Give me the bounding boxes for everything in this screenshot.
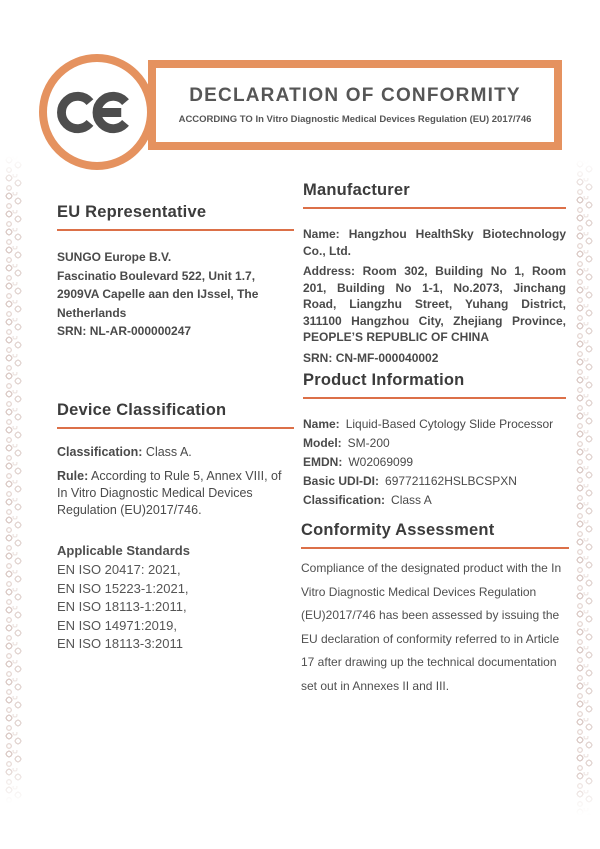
standard-item: EN ISO 15223-1:2021, <box>57 580 189 596</box>
ce-mark-badge <box>39 54 155 170</box>
product-row-model <box>303 434 566 453</box>
product-name-value: Liquid-Based Cytology Slide Processor <box>345 417 554 431</box>
section-applicable-standards <box>57 543 297 654</box>
standard-item: EN ISO 18113-1:2011, <box>57 599 187 615</box>
product-row-basic-udi <box>303 472 566 491</box>
product-classification-value: Class A <box>391 493 432 507</box>
manufacturer-heading: Manufacturer <box>303 181 566 209</box>
section-eu-representative <box>57 203 294 341</box>
product-classification-label: Classification: <box>303 493 386 507</box>
standards-list <box>57 561 297 654</box>
product-udi-label: Basic UDI-DI: <box>303 474 380 488</box>
manufacturer-srn-label: SRN: <box>303 350 333 365</box>
product-row-name <box>303 415 566 434</box>
ornamental-border-right <box>575 160 596 815</box>
product-row-classification <box>303 491 566 510</box>
eu-rep-address-line: Netherlands <box>57 305 127 320</box>
product-name-label: Name: <box>303 417 340 431</box>
section-manufacturer <box>303 181 566 366</box>
eu-rep-srn <box>57 322 294 341</box>
manufacturer-name-label: Name: <box>303 227 340 241</box>
manufacturer-address-label: Address: <box>303 264 356 278</box>
product-row-emdn <box>303 453 566 472</box>
product-udi-value: 697721162HSLBCSPXN <box>385 474 517 488</box>
device-classification-heading: Device Classification <box>57 401 294 429</box>
eu-representative-body <box>57 248 294 341</box>
rule-label: Rule: <box>57 469 89 483</box>
title-banner <box>148 60 562 150</box>
eu-rep-address-line: 2909VA Capelle aan den IJssel, The <box>57 287 259 301</box>
ce-mark-icon <box>55 89 139 136</box>
eu-rep-company: SUNGO Europe B.V. <box>57 250 172 264</box>
applicable-standards-heading: Applicable Standards <box>57 543 190 558</box>
standard-item: EN ISO 20417: 2021, <box>57 562 181 577</box>
manufacturer-name <box>303 226 566 259</box>
product-model-label: Model: <box>303 436 342 450</box>
standard-item: EN ISO 14971:2019, <box>57 617 177 633</box>
standard-item: EN ISO 18113-3:2011 <box>57 636 183 652</box>
document-title: DECLARATION OF CONFORMITY <box>189 85 521 106</box>
eu-rep-address-line: Fascinatio Boulevard 522, Unit 1.7, <box>57 268 256 283</box>
manufacturer-address-value: Room 302, Building No 1, Room 201, Building No 1-1, No.2073, Jinchang Road, Liangzhu Street, Yuhang District, 311100 Hangzhou City, Zhejiang Province, PEOPLE’S REPUBLIC OF CHINA <box>303 264 566 344</box>
product-information-body <box>303 415 566 510</box>
manufacturer-name-value: Hangzhou HealthSky Biotechnology Co., Ltd. <box>303 227 567 258</box>
product-information-heading: Product Information <box>303 371 566 399</box>
section-device-classification <box>57 401 294 526</box>
product-model-value: SM-200 <box>347 436 390 450</box>
rule-line <box>57 468 294 519</box>
eu-rep-srn-label: SRN: <box>57 324 87 338</box>
manufacturer-address <box>303 263 566 346</box>
section-product-information <box>303 371 566 510</box>
classification-value: Class A. <box>145 445 192 459</box>
eu-representative-heading: EU Representative <box>57 203 294 231</box>
ornamental-border-left <box>4 156 25 804</box>
conformity-assessment-heading: Conformity Assessment <box>301 521 569 549</box>
classification-line <box>57 444 294 461</box>
rule-value: According to Rule 5, Annex VIII, of In Vitro Diagnostic Medical Devices Regulation (EU)2017/746. <box>57 469 282 517</box>
section-conformity-assessment <box>301 521 569 699</box>
manufacturer-body <box>303 226 566 366</box>
device-classification-body <box>57 444 294 519</box>
manufacturer-srn-value: CN-MF-000040002 <box>335 350 439 365</box>
conformity-assessment-paragraph: Compliance of the designated product with the In Vitro Diagnostic Medical Devices Regulation (EU)2017/746 has been assessed by issuing the EU declaration of conformity referred to in Article 17 after drawing up the technical documentation set out in Annexes II and III. <box>301 561 562 693</box>
product-emdn-value: W02069099 <box>348 455 414 469</box>
classification-label: Classification: <box>57 445 143 459</box>
product-emdn-label: EMDN: <box>303 455 343 469</box>
eu-rep-srn-value: NL-AR-000000247 <box>89 324 192 338</box>
document-subtitle: ACCORDING TO In Vitro Diagnostic Medical Devices Regulation (EU) 2017/746 <box>178 114 532 125</box>
manufacturer-srn <box>303 350 566 367</box>
